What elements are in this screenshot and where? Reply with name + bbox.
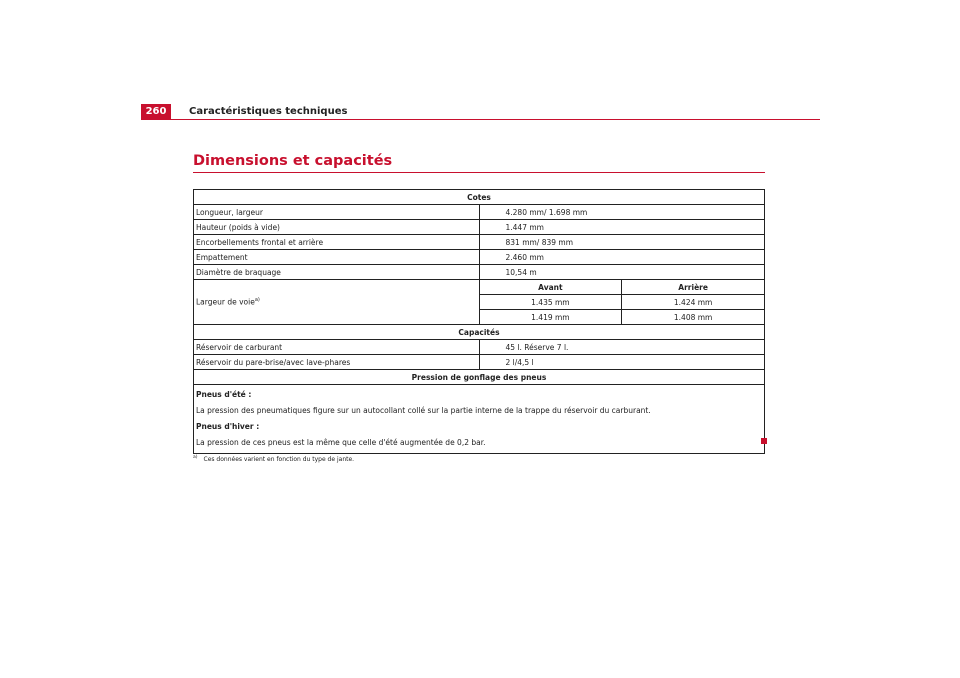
table-row — [194, 355, 765, 370]
hiver-label: Pneus d'hiver : — [196, 422, 260, 431]
table-row — [194, 280, 765, 325]
footnote-marker: a) — [193, 455, 198, 460]
cell-value: 1.419 mm — [480, 310, 622, 325]
row-value: 4.280 mm/ 1.698 mm — [479, 205, 765, 220]
largeur-voie-values — [479, 280, 765, 325]
hiver-text: La pression de ces pneus est la même que celle d'été augmentée de 0,2 bar. — [196, 438, 486, 447]
end-of-section-marker — [761, 438, 767, 444]
largeur-voie-label — [194, 280, 480, 325]
table-row — [194, 190, 765, 205]
subtable-header-row — [480, 280, 765, 295]
table-row — [194, 385, 765, 454]
footnote-ref: a) — [254, 297, 260, 304]
col-avant: Avant — [538, 282, 563, 292]
row-value: 1.447 mm — [479, 220, 765, 235]
cell-value: 1.408 mm — [622, 310, 764, 325]
chapter-title: Caractéristiques techniques — [189, 106, 348, 117]
row-value: 2.460 mm — [479, 250, 765, 265]
row-label: Empattement — [194, 250, 480, 265]
capacites-heading: Capacités — [194, 325, 765, 340]
specs-table-wrap — [193, 189, 765, 454]
row-label: Réservoir du pare-brise/avec lave-phares — [194, 355, 480, 370]
table-row — [194, 325, 765, 340]
section-rule — [193, 172, 765, 173]
row-value: 831 mm/ 839 mm — [479, 235, 765, 250]
track-width-subtable — [480, 280, 765, 324]
header-rule — [141, 119, 820, 120]
table-row — [194, 250, 765, 265]
row-label: Longueur, largeur — [194, 205, 480, 220]
row-label: Encorbellements frontal et arrière — [194, 235, 480, 250]
row-label: Hauteur (poids à vide) — [194, 220, 480, 235]
cell-value: 1.424 mm — [622, 295, 764, 310]
table-row — [194, 370, 765, 385]
row-value: 45 l. Réserve 7 l. — [479, 340, 765, 355]
row-label: Diamètre de braquage — [194, 265, 480, 280]
pression-heading: Pression de gonflage des pneus — [194, 370, 765, 385]
section-title: Dimensions et capacités — [193, 153, 393, 169]
largeur-voie-text: Largeur de voie — [196, 297, 255, 307]
page-header — [141, 104, 820, 120]
footnote — [193, 455, 354, 463]
page-number: 260 — [141, 104, 171, 120]
row-value: 2 l/4,5 l — [479, 355, 765, 370]
table-row — [194, 205, 765, 220]
footnote-text: Ces données varient en fonction du type de jante. — [203, 456, 355, 463]
col-arriere: Arrière — [622, 280, 764, 295]
pression-details — [194, 385, 765, 454]
row-value: 10,54 m — [479, 265, 765, 280]
subtable-row — [480, 295, 765, 310]
table-row — [194, 340, 765, 355]
table-row — [194, 265, 765, 280]
table-row — [194, 235, 765, 250]
cell-value: 1.435 mm — [480, 295, 622, 310]
specs-table — [193, 189, 765, 454]
row-label: Réservoir de carburant — [194, 340, 480, 355]
table-row — [194, 220, 765, 235]
subtable-row — [480, 310, 765, 325]
cotes-heading: Cotes — [194, 190, 765, 205]
ete-text: La pression des pneumatiques figure sur un autocollant collé sur la partie interne de la trappe du réservoir du carburant. — [196, 406, 651, 415]
ete-label: Pneus d'été : — [196, 390, 252, 399]
